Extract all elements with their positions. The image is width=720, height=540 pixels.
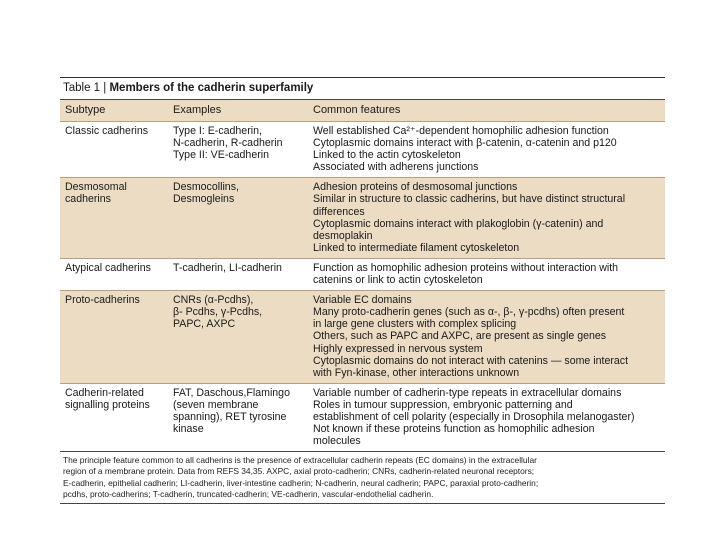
- cell-line: catenins or link to actin cytoskeleton: [313, 274, 483, 287]
- table-row: [60, 383, 665, 451]
- cell-line: establishment of cell polarity (especially in Drosophila melanogaster): [313, 410, 635, 423]
- table-body: [60, 122, 665, 451]
- cell-line: CNRs (α-Pcdhs),: [173, 294, 254, 307]
- header-subtype: Subtype: [65, 104, 106, 116]
- cell-line: with Fyn-kinase, other interactions unknown: [313, 366, 520, 379]
- cell-line: differences: [313, 205, 365, 218]
- cell-line: Variable EC domains: [313, 294, 412, 307]
- cell-line: Cadherin-related: [65, 386, 144, 399]
- cell-line: Well established Ca²⁺-dependent homophilic adhesion function: [313, 125, 609, 137]
- cell-examples: [168, 125, 308, 173]
- cell-features: [308, 125, 665, 173]
- cell-line: cadherins: [65, 193, 111, 206]
- cell-line: N-cadherin, R-cadherin: [173, 137, 283, 150]
- cell-line: Cytoplasmic domains interact with β-catenin, α-catenin and p120: [313, 137, 617, 150]
- cell-line: molecules: [313, 435, 361, 448]
- caption-prefix: Table 1 |: [63, 82, 110, 94]
- cell-line: Cytoplasmic domains do not interact with catenins — some interact: [313, 354, 629, 367]
- cell-features: [308, 387, 665, 447]
- cell-line: Desmosomal: [65, 181, 127, 194]
- cell-line: β- Pcdhs, γ-Pcdhs,: [173, 306, 263, 319]
- table-row: [60, 258, 665, 290]
- cell-line: Adhesion proteins of desmosomal junctions: [313, 181, 518, 194]
- cell-line: in large gene clusters with complex splicing: [313, 318, 517, 331]
- table-row: [60, 122, 665, 177]
- footnote-line: region of a membrane protein. Data from REFS 34,35. AXPC, axial proto-cadherin; CNRs, cadherin-related neuronal receptors;: [63, 466, 535, 477]
- cell-subtype: [60, 262, 168, 286]
- cell-line: Many proto-cadherin genes (such as α-, β-, γ-pcdhs) often present: [313, 306, 625, 319]
- cell-subtype: [60, 125, 168, 173]
- cell-subtype: [60, 181, 168, 254]
- cell-line: Atypical cadherins: [65, 261, 151, 274]
- cell-line: Associated with adherens junctions: [313, 161, 479, 174]
- cell-line: kinase: [173, 423, 204, 436]
- cell-examples: [168, 387, 308, 447]
- cell-line: desmoplakin: [313, 229, 373, 242]
- header-examples: Examples: [173, 104, 222, 116]
- cell-features: [308, 294, 665, 379]
- cell-line: signalling proteins: [65, 398, 150, 411]
- table-row: [60, 177, 665, 258]
- table-row: [60, 290, 665, 383]
- table-caption: [60, 77, 665, 100]
- cell-line: Type II: VE-cadherin: [173, 149, 269, 162]
- cell-line: Classic cadherins: [65, 125, 149, 137]
- cell-features: [308, 181, 665, 254]
- cell-line: Similar in structure to classic cadherins, but have distinct structural: [313, 193, 626, 206]
- cell-line: Roles in tumour suppression, embryonic patterning and: [313, 398, 573, 411]
- cell-line: T-cadherin, LI-cadherin: [173, 261, 282, 274]
- cell-features: [308, 262, 665, 286]
- cell-line: Type I: E-cadherin,: [173, 125, 262, 137]
- cell-line: FAT, Daschous,Flamingo: [173, 386, 290, 399]
- cell-subtype: [60, 387, 168, 447]
- cell-line: Variable number of cadherin-type repeats in extracellular domains: [313, 386, 622, 399]
- cell-subtype: [60, 294, 168, 379]
- cell-line: Others, such as PAPC and AXPC, are present as single genes: [313, 330, 607, 343]
- cadherin-table: [60, 77, 665, 504]
- cell-examples: [168, 294, 308, 379]
- cell-line: PAPC, AXPC: [173, 318, 236, 331]
- cell-line: spanning), RET tyrosine: [173, 410, 287, 423]
- footnote-line: The principle feature common to all cadherins is the presence of extracellular cadherin repeats (EC domains) in the extracellular: [63, 455, 537, 466]
- cell-line: Function as homophilic adhesion proteins without interaction with: [313, 261, 619, 274]
- cell-examples: [168, 181, 308, 254]
- cell-line: Desmocollins,: [173, 181, 239, 194]
- cell-line: Desmogleins: [173, 193, 235, 206]
- cell-line: Linked to intermediate filament cytoskeleton: [313, 241, 520, 254]
- cell-line: Cytoplasmic domains interact with plakoglobin (γ-catenin) and: [313, 217, 604, 230]
- cell-line: Not known if these proteins function as homophilic adhesion: [313, 423, 595, 436]
- table-footnote: [60, 451, 665, 504]
- cell-examples: [168, 262, 308, 286]
- cell-line: Highly expressed in nervous system: [313, 342, 483, 355]
- cell-line: (seven membrane: [173, 398, 259, 411]
- footnote-line: E-cadherin, epithelial cadherin; LI-cadherin, liver-intestine cadherin; N-cadherin, neural cadherin; PAPC, paraxial proto-cadherin;: [63, 477, 539, 488]
- header-common-features: Common features: [313, 104, 401, 116]
- caption-title: Members of the cadherin superfamily: [109, 82, 314, 94]
- cell-line: Linked to the actin cytoskeleton: [313, 149, 461, 162]
- table-header-row: [60, 100, 665, 122]
- footnote-line: pcdhs, proto-cadherins; T-cadherin, truncated-cadherin; VE-cadherin, vascular-endothelial cadherin.: [63, 488, 434, 499]
- cell-line: Proto-cadherins: [65, 294, 140, 307]
